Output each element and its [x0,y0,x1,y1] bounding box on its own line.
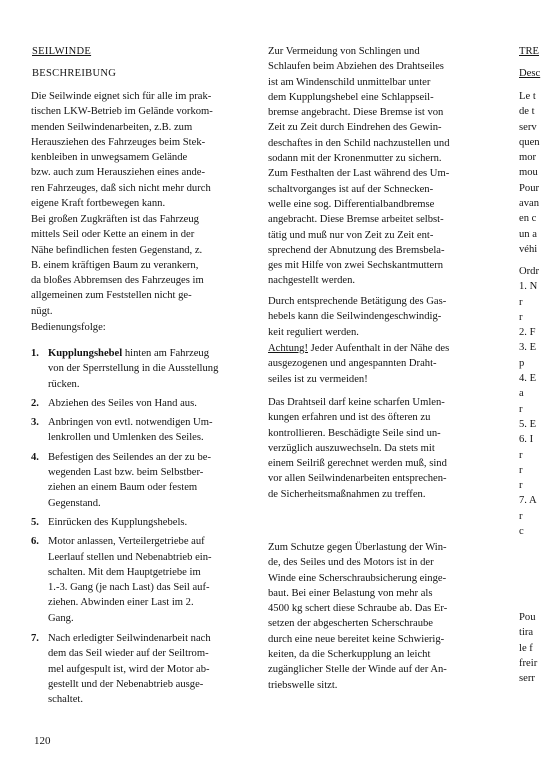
step-item [31,631,249,707]
cut-line: r [519,403,523,415]
step-text: hinten am Fahrzeug von der Sperrstellung in die Ausstellung rücken. [48,348,219,390]
cut-line: freir [519,657,538,669]
step-number: 1. [31,348,39,359]
step-text: Abziehen des Seiles von Hand aus. [48,397,197,409]
cut-line: avan [519,198,539,210]
page-number: 120 [34,735,51,747]
cut-line: r [519,449,523,461]
cut-subheading: Desc [519,68,541,79]
cut-line: r [519,311,523,323]
step-text: Befestigen des Seilendes an der zu be- wegenden Last bzw. beim Selbstber- ziehen an einem Baum oder festem Gegenstand. [48,451,211,509]
step-number: 6. [31,536,39,548]
cut-line: r [519,296,523,308]
cut-line: mou [519,167,538,179]
step-number: 7. [31,633,39,645]
cut-line: Pour [519,182,540,194]
cut-line: de t [519,106,535,118]
section-subtitle: BESCHREIBUNG [32,68,117,79]
step-text: Anbringen von evtl. notwendigen Um- lenkrollen und Umlenken des Seiles. [48,417,213,444]
cut-line: Ordr [519,266,540,277]
cable-inspection-paragraph: Das Drahtseil darf keine scharfen Umlen- kungen erfahren und ist des öfteren zu kontrollieren. Beschädigte Seile sind un- verzüglich auszuwechseln. Da stets mit einem Seilriß gerechnet werden muß, sind vor allen Seilwindenarbeiten entsprechen- de Sicherheitsmaßnahmen zu treffen. [268,397,447,500]
step-item [31,515,249,530]
warning-text: Jeder Aufenthalt in der Nähe des ausgezogenen und angespannten Draht- seiles ist zu vermeiden! [268,343,450,385]
cut-line: r [519,480,523,492]
cut-line: 5. E [519,418,537,430]
step-text: Nach erledigter Seilwindenarbeit nach dem das Seil wieder auf der Seiltrom- mel aufgespult ist, wird der Motor ab- gestellt und der Nebenabtrieb ausge- schaltet. [48,633,211,706]
section-title: SEILWINDE [32,46,92,57]
step-item [31,396,249,411]
step-text: Einrücken des Kupplungshebels. [48,516,188,528]
warning-label: Achtung! [268,343,309,354]
cut-line: 3. E [519,342,537,354]
cut-line: un a [519,228,537,240]
cut-line: Le t [519,91,536,102]
cut-line: mor [519,152,537,164]
anchoring-paragraph: Bei großen Zugkräften ist das Fahrzeug mittels Seil oder Kette an einem in der Nähe befindlichen festen Gegenstand, z. B. einem kräftigen Baum zu verankern, da bloßes Abbremsen des Fahrzeuges im allgemeinen zum Feststellen nicht ge- nügt. [31,214,204,317]
cut-line: 6. I [519,434,534,446]
cut-lines-a [519,89,540,257]
cut-line: 2. F [519,327,536,339]
cut-line: a [519,388,524,400]
cut-line: r [519,464,523,476]
cut-line: serr [519,673,535,685]
cut-line: quen [519,136,540,148]
operating-steps-list [31,346,249,713]
cut-heading: TRE [519,46,540,57]
overload-protection-paragraph: Zum Schutze gegen Überlastung der Win- de, des Seiles und des Motors ist in der Winde eine Scherschraubsicherung einge- baut. Bei einer Belastung von mehr als 4500 kg schert diese Schraube ab. Das Er- setzen der abgescherten Scherschraube durch eine neue bereitet keine Schwierig- keiten, da die Scherkupplung an leicht zugänglicher Stelle der Winde auf der An- triebswelle sitzt. [268,542,448,691]
cut-line: tira [519,627,534,639]
step-item [31,346,249,392]
step-emphasis: Kupplungshebel [48,348,123,359]
step-text: Motor anlassen, Verteilergetriebe auf Leerlauf stellen und Nebenabtrieb ein- schalten. Mit dem Hauptgetriebe im 1.-3. Gang (je nach Last) das Seil auf- ziehen. Abwinden einer Last im 2. Gang. [48,536,212,624]
warning-paragraph [268,341,490,387]
intro-paragraph: Die Seilwinde eignet sich für alle im prak- tischen LKW-Betrieb im Gelände vorkom- menden Seilwindenarbeiten, z.B. zum Herausziehen des Fahrzeuges beim Stek- kenbleiben in unwegsamem Gelände bzw. auch zum Herausziehen eines ande- ren Fahrzeuges, daß sich nicht mehr durch eigene Kraft fortbewegen kann. [31,91,213,210]
cut-line: 7. A [519,495,537,507]
cut-line: r [519,510,523,522]
sequence-label: Bedienungsfolge: [31,322,106,333]
throttle-paragraph: Durch entsprechende Betätigung des Gas- hebels kann die Seilwindengeschwindig- keit reguliert werden. [268,296,447,338]
cut-line: le f [519,642,533,654]
brake-paragraph: Zur Vermeidung von Schlingen und Schlaufen beim Abziehen des Drahtseiles ist am Windenschild unmittelbar unter dem Kupplungshebel eine Schlappseil- bremse angebracht. Diese Bremse ist von Zeit zu Zeit durch Eindrehen des Gewin- deschaftes in den Schild nachzustellen und sodann mit der Kronenmutter zu sichern. Zum Festhalten der Last während des Um- schaltvorganges ist auf der Schnecken- welle eine sog. Differentialbandbremse angebracht. Diese Bremse arbeitet selbst- tätig und muß nur von Zeit zu Zeit ent- sprechend der Abnutzung des Bremsbela- ges mit Hilfe von zwei Sechskantmuttern nachgestellt werden. [268,46,450,287]
step-item [31,534,249,626]
cut-line: 1. N [519,281,538,293]
step-item [31,415,249,446]
step-number: 4. [31,451,39,463]
cut-lines-b [519,264,539,539]
cut-line: en c [519,213,537,225]
cut-line: véhi [519,243,538,255]
cut-line: Pou [519,612,536,623]
cut-line: 4. E [519,373,537,385]
step-number: 3. [31,417,39,429]
step-number: 5. [31,516,39,528]
step-number: 2. [31,397,39,409]
step-item [31,450,249,511]
cut-line: serv [519,121,537,133]
cut-line: c [519,526,524,538]
cut-lines-c [519,610,537,686]
cut-line: p [519,357,525,369]
